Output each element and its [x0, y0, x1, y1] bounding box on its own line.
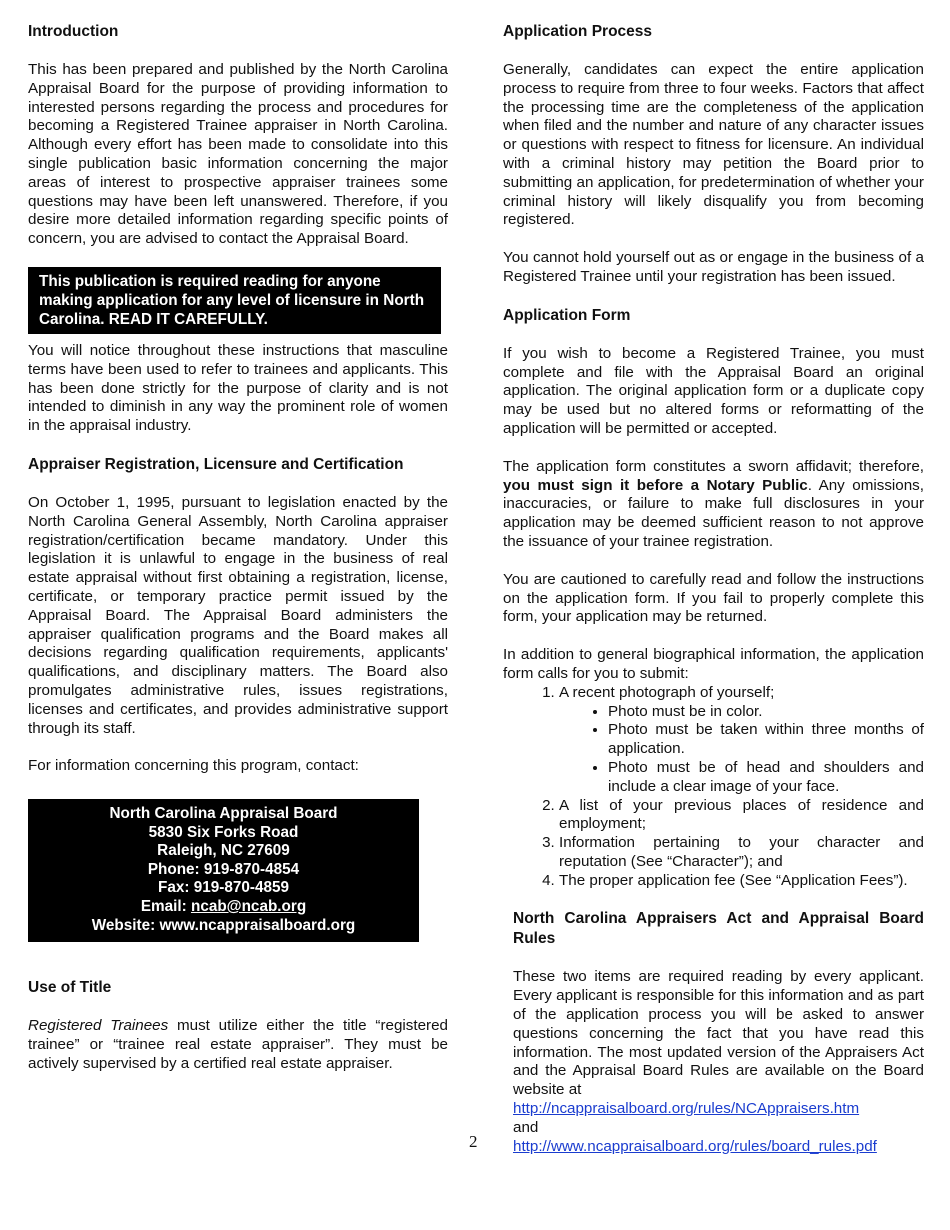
step-text: A recent photograph of yourself;: [559, 683, 775, 701]
use-of-title-heading: Use of Title: [28, 979, 112, 997]
page-number: 2: [469, 1132, 478, 1151]
introduction-paragraph: This has been prepared and published by the North Carolina Appraisal Board for the purpose of providing information to interested persons regarding the process and procedures for becoming a Registered Trainee appraiser in North Carolina. Although every effort has been made to consolidate into this single publication basic information concerning the major areas of interest to prospective appraiser trainees some questions may have been left unanswered. Therefore, if you desire more detailed information regarding specific points of concern, you are advised to contact the Appraisal Board.: [28, 61, 448, 248]
list-item: 2. A list of your previous places of residence and employment;: [559, 797, 924, 835]
registration-paragraph: On October 1, 1995, pursuant to legislation enacted by the North Carolina General Assembly, North Carolina appraiser registration/certification became mandatory. Under this legislation it is unlawful to engage in the business of real estate appraisal without first obtaining a registration, license, certificate, or temporary practice permit issued by the Appraisal Board. The Appraisal Board administers the appraiser qualification programs and the Board makes all decisions regarding qualification requirements, applicants' qualifications, and disciplinary matters. The Board also promulgates administrative rules, issues registrations, licenses and certificates, and provides administrative support through its staff.: [28, 493, 448, 737]
submission-list: [503, 684, 924, 891]
and-text: and: [513, 1118, 539, 1136]
list-item: 3. Information pertaining to your character and reputation (See “Character”); and: [559, 834, 924, 872]
application-form-heading: Application Form: [503, 306, 631, 324]
use-of-title-paragraph: [28, 1017, 448, 1073]
gender-note-paragraph: You will notice throughout these instructions that masculine terms have been used to refer to trainees and applicants. This has been done strictly for the purpose of clarity and is not intended to diminish in any way the prominent role of women in the appraisal industry.: [28, 341, 448, 435]
affidavit-pre: The application form constitutes a sworn affidavit; therefore,: [503, 457, 924, 475]
board-rules-link[interactable]: http://www.ncappraisalboard.org/rules/board_rules.pdf: [513, 1137, 877, 1155]
nc-appraisers-act-link[interactable]: http://ncappraisalboard.org/rules/NCAppraisers.htm: [513, 1100, 860, 1118]
board-email-line: [28, 898, 419, 917]
notary-requirement: you must sign it before a Notary Public: [503, 476, 808, 494]
required-reading-notice: This publication is required reading for anyone making application for any level of licensure in North Carolina. READ IT CAREFULLY.: [28, 267, 441, 334]
board-fax: Fax: 919-870-4859: [158, 879, 289, 897]
board-email-link[interactable]: ncab@ncab.org: [190, 898, 307, 916]
list-item: 4. The proper application fee (See “Application Fees”).: [559, 872, 924, 891]
list-item: • Photo must be taken within three months of application.: [608, 721, 924, 759]
left-column: [28, 22, 448, 1074]
board-phone: Phone: 919-870-4854: [147, 860, 300, 878]
appraisers-act-paragraph: These two items are required reading by every applicant. Every applicant is responsible for this information and as part of the application process you will be asked to answer questions concerning the fact that you have read this information. The most updated version of the Appraisers Act and the Appraisal Board Rules are available on the Board website at: [513, 968, 924, 1099]
application-process-paragraph: Generally, candidates can expect the entire application process to require from three to four weeks. Factors that affect the processing time are the completeness of the application when filed and the number and nature of any character issues or questions with respect to fitness for licensure. An individual with a criminal history may petition the Board prior to submitting an application, for predetermination of whether your criminal history will likely disqualify you from becoming registered.: [503, 61, 924, 229]
photo-requirements: [559, 703, 924, 797]
registration-heading: Appraiser Registration, Licensure and Certification: [28, 455, 404, 473]
contact-intro: For information concerning this program, contact:: [28, 757, 359, 775]
caution-paragraph: You are cautioned to carefully read and follow the instructions on the application form. If you fail to properly complete this form, your application may be returned.: [503, 570, 924, 626]
list-item: • Photo must be in color.: [608, 703, 924, 722]
affidavit-paragraph: [503, 458, 924, 552]
board-website: Website: www.ncappraisalboard.org: [91, 916, 356, 934]
registered-trainees-term: Registered Trainees: [28, 1017, 169, 1035]
application-form-paragraph: If you wish to become a Registered Trainee, you must complete and file with the Appraisal Board an original application. The original application form or a duplicate copy may be used but no altered forms or reformatting of the application will be permitted or accepted.: [503, 344, 924, 437]
use-of-title-rest: must utilize either the title “registered trainee” or “trainee real estate appraiser”. They must be actively supervised by a certified real estate appraiser.: [28, 1017, 448, 1072]
list-item: [559, 684, 924, 797]
hold-out-paragraph: You cannot hold yourself out as or engage in the business of a Registered Trainee until your registration has been issued.: [503, 249, 924, 285]
board-name: North Carolina Appraisal Board: [109, 805, 338, 823]
appraisers-act-heading: North Carolina Appraisers Act and Appraisal Board Rules: [513, 910, 924, 948]
board-email-label: Email:: [140, 898, 191, 916]
right-column: [503, 22, 924, 1156]
board-city: Raleigh, NC 27609: [157, 842, 290, 860]
application-process-heading: Application Process: [503, 23, 653, 40]
introduction-heading: Introduction: [28, 23, 119, 40]
board-street: 5830 Six Forks Road: [148, 823, 299, 841]
list-item: • Photo must be of head and shoulders and include a clear image of your face.: [608, 759, 924, 797]
submit-intro: In addition to general biographical information, the application form calls for you to submit:: [503, 646, 924, 682]
appraisers-act-section: [513, 909, 924, 1156]
affidavit-post: . Any omissions, inaccuracies, or failure to make full disclosures in your application may be deemed sufficient reason to not approve the issuance of your trainee registration.: [503, 476, 924, 550]
contact-box: [28, 799, 419, 942]
